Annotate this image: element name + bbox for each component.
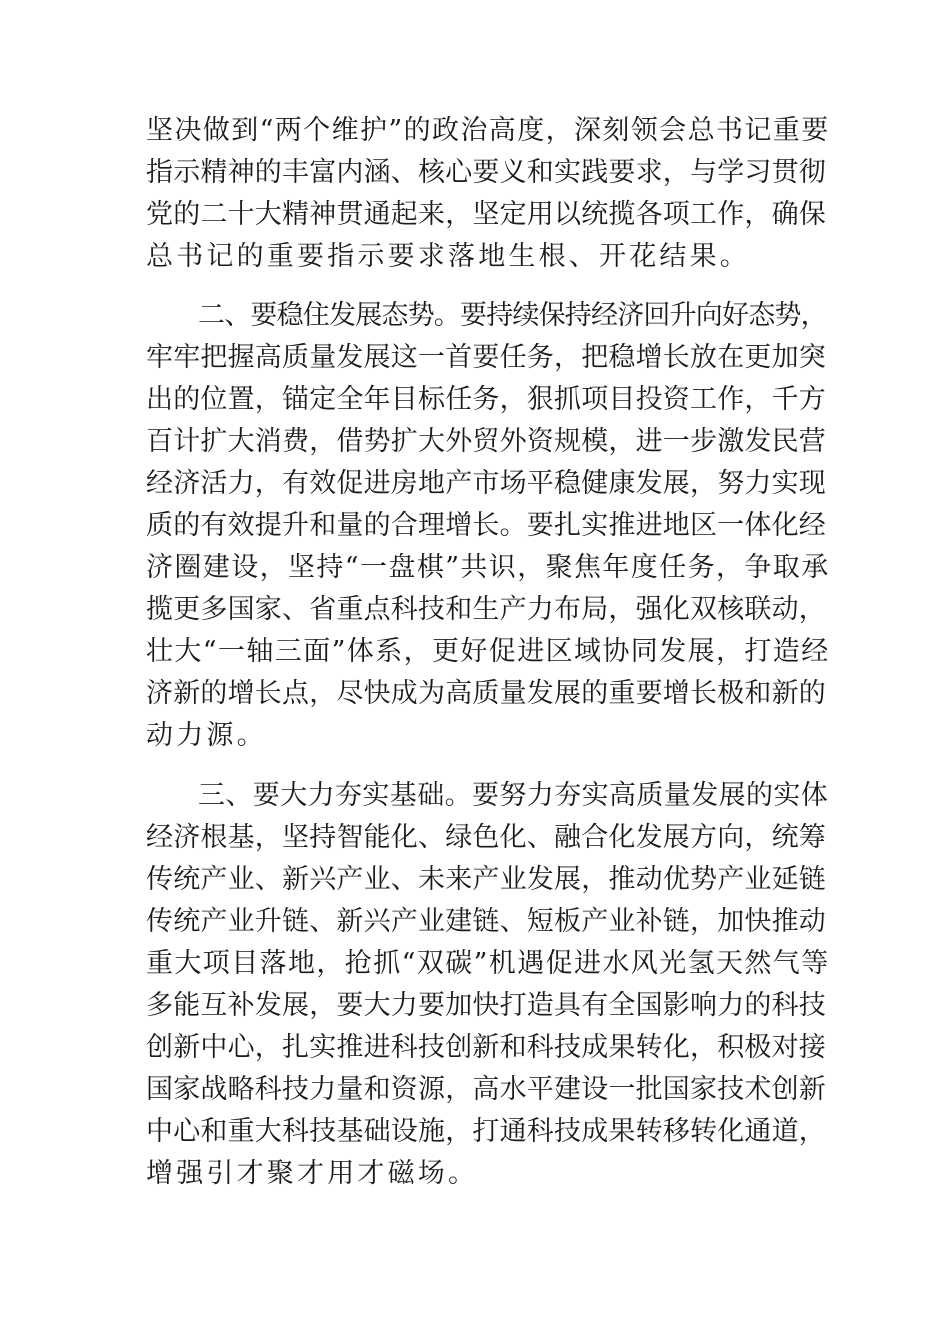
paragraph-line: 济新的增长点，尽快成为高质量发展的重要增长极和新的 xyxy=(146,678,826,709)
paragraph-line: 壮大“一轴三面”体系，更好促进区域协同发展，打造经 xyxy=(146,636,830,667)
paragraph-line: 坚决做到“两个维护”的政治高度，深刻领会总书记重要 xyxy=(146,115,830,146)
paragraph-line: 增强引才聚才用才磁场。 xyxy=(146,1158,479,1189)
paragraph-line: 传统产业升链、新兴产业建链、短板产业补链，加快推动 xyxy=(146,906,826,937)
paragraph-line: 国家战略科技力量和资源，高水平建设一批国家技术创新 xyxy=(146,1074,826,1105)
paragraph-line: 经济根基，坚持智能化、绿色化、融合化发展方向，统筹 xyxy=(146,822,826,853)
paragraph-line: 出的位置，锚定全年目标任务，狠抓项目投资工作，千方 xyxy=(146,384,826,415)
paragraph-line: 总书记的重要指示要求落地生根、开花结果。 xyxy=(146,241,750,272)
paragraph-line: 揽更多国家、省重点科技和生产力布局，强化双核联动， xyxy=(146,594,826,625)
paragraph-line: 牢牢把握高质量发展这一首要任务，把稳增长放在更加突 xyxy=(146,342,826,373)
paragraph-line: 重大项目落地，抢抓“双碳”机遇促进水风光氢天然气等 xyxy=(146,948,830,979)
paragraph-line: 创新中心，扎实推进科技创新和科技成果转化，积极对接 xyxy=(146,1032,826,1063)
paragraph-line: 济圈建设，坚持“一盘棋”共识，聚焦年度任务，争取承 xyxy=(146,552,830,583)
paragraph-line: 党的二十大精神贯通起来，坚定用以统揽各项工作，确保 xyxy=(146,199,826,230)
paragraph-line: 三、要大力夯实基础。要努力夯实高质量发展的实体 xyxy=(198,780,829,811)
paragraph-line: 百计扩大消费，借势扩大外贸外资规模，进一步激发民营 xyxy=(146,426,826,457)
paragraph-line: 经济活力，有效促进房地产市场平稳健康发展，努力实现 xyxy=(146,468,826,499)
paragraph-line: 二、要稳住发展态势。要持续保持经济回升向好态势， xyxy=(198,300,827,331)
paragraph-line: 动力源。 xyxy=(146,720,267,751)
paragraph-line: 传统产业、新兴产业、未来产业发展，推动优势产业延链 xyxy=(146,864,826,895)
paragraph-line: 多能互补发展，要大力要加快打造具有全国影响力的科技 xyxy=(146,990,826,1021)
paragraph-line: 中心和重大科技基础设施，打通科技成果转移转化通道， xyxy=(146,1116,826,1147)
paragraph-line: 指示精神的丰富内涵、核心要义和实践要求，与学习贯彻 xyxy=(146,157,826,188)
paragraph-line: 质的有效提升和量的合理增长。要扎实推进地区一体化经 xyxy=(146,510,826,541)
